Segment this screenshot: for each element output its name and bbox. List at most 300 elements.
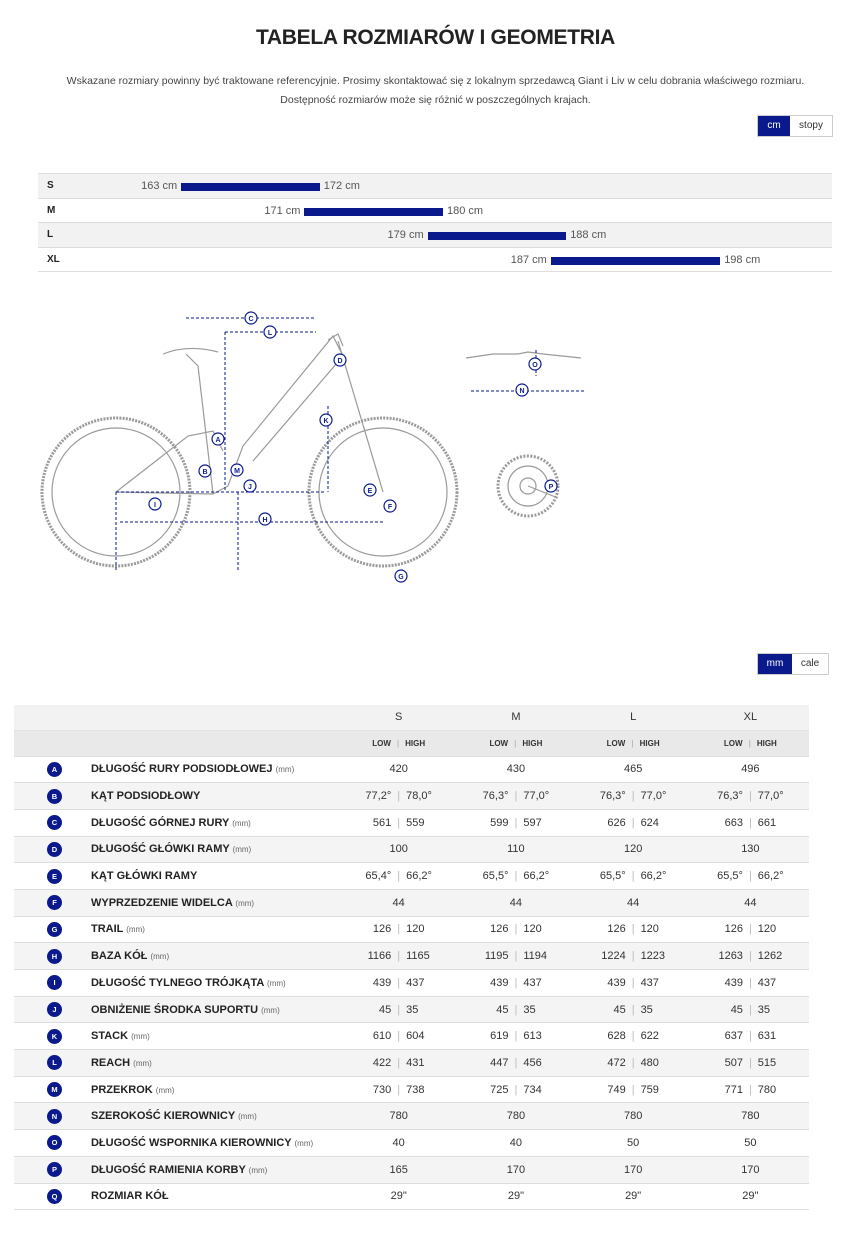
measure-value: 130 (692, 836, 809, 863)
measure-unit: (mm) (150, 952, 170, 962)
measure-value (340, 863, 457, 890)
measure-name: DŁUGOŚĆ GÓRNEJ RURY (90, 816, 230, 829)
measure-value: 40 (457, 1130, 574, 1157)
rider-size-bar (181, 183, 320, 191)
separator: | (631, 976, 635, 989)
low-value: 65,5° (599, 870, 626, 883)
high-value: 66,2° (523, 870, 550, 883)
separator: | (748, 976, 752, 989)
low-value: 447 (490, 1056, 509, 1069)
high-value: 120 (640, 923, 659, 936)
low-value: 422 (372, 1056, 392, 1069)
separator: | (514, 976, 518, 989)
measure-badge: G (47, 922, 62, 937)
measure-unit: (mm) (126, 925, 145, 935)
measure-unit: (mm) (235, 898, 255, 908)
rider-size-bar (304, 208, 443, 216)
measure-value (457, 783, 574, 810)
separator: | (397, 950, 401, 963)
unit-feet-button[interactable]: stopy (790, 116, 832, 136)
measure-value (692, 809, 809, 836)
measure-unit: (mm) (275, 765, 295, 775)
geometry-row (14, 1103, 809, 1130)
separator: | (748, 1003, 752, 1016)
measure-value: 780 (340, 1103, 457, 1130)
rider-size-max: 180 cm (447, 204, 484, 217)
separator: | (514, 790, 518, 803)
measure-value: 40 (340, 1130, 457, 1157)
measure-badge: I (47, 975, 62, 990)
measure-value (575, 809, 692, 836)
separator: | (748, 923, 752, 936)
measure-value: 29" (457, 1183, 574, 1210)
measure-unit: (mm) (238, 1112, 257, 1122)
measure-badge: A (47, 762, 62, 777)
low-value: 626 (607, 816, 626, 829)
measure-value (340, 916, 457, 943)
measure-value (340, 996, 457, 1023)
measure-value (575, 783, 692, 810)
geometry-row (14, 1130, 809, 1157)
measure-value: 170 (457, 1156, 574, 1183)
geometry-row (14, 863, 809, 890)
measure-value: 120 (575, 836, 692, 863)
unit-cm-button[interactable]: cm (758, 116, 790, 136)
diagram-badge-label: I (154, 502, 156, 509)
separator: | (631, 1083, 635, 1096)
measure-badge: Q (47, 1189, 62, 1204)
high-value: 1194 (523, 950, 547, 963)
low-value: 65,4° (365, 870, 392, 883)
high-value: 120 (757, 923, 777, 936)
low-value: 439 (490, 976, 509, 989)
geometry-row (14, 996, 809, 1023)
low-value: 1166 (367, 950, 392, 963)
size-header: M (457, 705, 574, 730)
rider-size-chart (38, 173, 832, 272)
low-high-header (457, 730, 574, 756)
unit-mm-button[interactable]: mm (758, 654, 792, 674)
separator: | (748, 1056, 752, 1069)
measure-value (457, 996, 574, 1023)
high-value: 480 (640, 1056, 659, 1069)
measure-badge: E (47, 869, 62, 884)
low-high-header (340, 730, 457, 756)
geometry-row (14, 916, 809, 943)
measure-value (692, 996, 809, 1023)
high-label: HIGH (522, 738, 543, 748)
measure-value (457, 943, 574, 970)
low-value: 65,5° (717, 870, 743, 883)
size-header: S (340, 705, 457, 730)
low-value: 628 (607, 1030, 626, 1043)
measure-unit: (mm) (248, 1165, 268, 1175)
separator: | (397, 1003, 401, 1016)
measure-value (692, 783, 809, 810)
low-high-header (692, 730, 809, 756)
low-value: 76,3° (482, 790, 509, 803)
low-value: 1195 (484, 950, 509, 963)
high-value: 780 (757, 1083, 777, 1096)
low-value: 439 (372, 976, 392, 989)
high-value: 622 (640, 1030, 659, 1043)
rider-size-max: 172 cm (323, 180, 360, 192)
high-value: 597 (523, 816, 542, 829)
measure-value: 50 (692, 1130, 809, 1157)
separator: | (397, 790, 401, 803)
high-value: 35 (757, 1003, 771, 1016)
measure-value: 780 (457, 1103, 574, 1130)
geometry-row (14, 970, 809, 997)
separator: | (396, 738, 400, 748)
measure-name: DŁUGOŚĆ RAMIENIA KORBY (90, 1163, 246, 1176)
geometry-table (14, 705, 809, 1210)
high-value: 120 (406, 923, 425, 936)
measure-value: 465 (575, 756, 692, 783)
measure-name: ROZMIAR KÓŁ (90, 1190, 169, 1203)
measure-value (575, 1023, 692, 1050)
measure-value (692, 1076, 809, 1103)
measure-value: 780 (692, 1103, 809, 1130)
intro-line-1: Wskazane rozmiary powinny być traktowane referencyjnie. Prosimy skontaktować się z lokalnym sprzedawcą Giant i Liv w celu dobrania właściwego rozmiaru. (66, 75, 805, 87)
measure-name: BAZA KÓŁ (90, 950, 148, 963)
measure-name: KĄT GŁÓWKI RAMY (90, 870, 198, 883)
high-value: 515 (757, 1056, 777, 1069)
measure-value (340, 943, 457, 970)
geometry-row (14, 1023, 809, 1050)
separator: | (631, 1056, 635, 1069)
low-value: 77,2° (365, 790, 392, 803)
measure-value (457, 1076, 574, 1103)
measure-badge: K (47, 1029, 62, 1044)
size-header: XL (692, 705, 809, 730)
diagram-badge-label: E (367, 488, 373, 495)
high-value: 77,0° (523, 790, 550, 803)
measure-badge: C (47, 815, 62, 830)
high-value: 35 (640, 1003, 653, 1016)
high-value: 120 (523, 923, 542, 936)
separator: | (748, 1030, 752, 1043)
measure-value (340, 970, 457, 997)
geometry-row (14, 943, 809, 970)
separator: | (631, 738, 634, 748)
low-value: 439 (607, 976, 626, 989)
rider-unit-toggle (757, 115, 833, 137)
rider-size-row (38, 248, 832, 273)
high-value: 78,0° (406, 790, 432, 803)
low-value: 771 (724, 1083, 743, 1096)
measure-value: 170 (575, 1156, 692, 1183)
measure-value: 29" (340, 1183, 457, 1210)
separator: | (514, 1083, 518, 1096)
high-value: 66,2° (640, 870, 667, 883)
geometry-row (14, 783, 809, 810)
separator: | (748, 790, 752, 803)
high-value: 431 (406, 1056, 425, 1069)
low-value: 507 (724, 1056, 743, 1069)
measure-value: 110 (457, 836, 574, 863)
high-value: 613 (523, 1030, 542, 1043)
measure-value: 430 (457, 756, 574, 783)
measure-value: 100 (340, 836, 457, 863)
high-label: HIGH (405, 738, 426, 748)
diagram-badge-label: H (262, 517, 268, 524)
measure-value (575, 1076, 692, 1103)
measure-name: DŁUGOŚĆ GŁÓWKI RAMY (90, 843, 230, 856)
rider-size-max: 188 cm (570, 229, 607, 241)
low-label: LOW (606, 738, 626, 748)
intro-line-2: Dostępność rozmiarów może się różnić w poszczególnych krajach. (280, 94, 591, 106)
low-value: 76,3° (599, 790, 626, 803)
low-value: 45 (496, 1003, 509, 1016)
high-value: 437 (757, 976, 777, 989)
measure-value (575, 1050, 692, 1077)
low-value: 599 (490, 816, 509, 829)
measure-name: WYPRZEDZENIE WIDELCA (90, 896, 233, 909)
measure-badge: P (47, 1162, 62, 1177)
measure-value (575, 996, 692, 1023)
measure-value (340, 1050, 457, 1077)
measure-value (575, 863, 692, 890)
separator: | (748, 950, 752, 963)
rider-size-label: S (47, 180, 54, 191)
low-value: 619 (490, 1030, 509, 1043)
separator: | (748, 738, 751, 748)
separator: | (514, 1003, 518, 1016)
geometry-row (14, 889, 809, 916)
measure-value (575, 916, 692, 943)
rider-size-min: 187 cm (510, 253, 547, 266)
separator: | (514, 816, 518, 829)
rider-size-label: L (47, 229, 54, 240)
separator: | (631, 1030, 635, 1043)
measure-unit: (mm) (294, 1138, 314, 1148)
high-value: 437 (523, 976, 542, 989)
measure-value (692, 916, 809, 943)
geometry-row (14, 809, 809, 836)
geometry-row (14, 1076, 809, 1103)
high-value: 1262 (757, 950, 783, 963)
low-label: LOW (723, 738, 743, 748)
measure-unit: (mm) (133, 1058, 152, 1068)
measure-value: 170 (692, 1156, 809, 1183)
high-label: HIGH (639, 738, 660, 748)
measure-value (692, 863, 809, 890)
measure-badge: H (47, 949, 62, 964)
measure-value (457, 809, 574, 836)
measure-value: 29" (575, 1183, 692, 1210)
measure-name: DŁUGOŚĆ RURY PODSIODŁOWEJ (90, 763, 273, 776)
geometry-row (14, 1156, 809, 1183)
measure-badge: O (47, 1135, 62, 1150)
high-value: 35 (406, 1003, 419, 1016)
low-high-header-row (14, 730, 809, 756)
low-label: LOW (489, 738, 509, 748)
separator: | (748, 870, 752, 883)
rider-size-label: XL (47, 253, 60, 265)
separator: | (631, 790, 635, 803)
measure-unit: (mm) (267, 978, 286, 988)
measure-value (340, 1023, 457, 1050)
rider-size-row (38, 223, 832, 248)
separator: | (397, 816, 401, 829)
separator: | (631, 1003, 635, 1016)
separator: | (631, 923, 635, 936)
high-value: 624 (640, 816, 659, 829)
measure-name: DŁUGOŚĆ TYLNEGO TRÓJKĄTA (90, 976, 264, 989)
high-value: 66,2° (757, 870, 784, 883)
measure-value: 780 (575, 1103, 692, 1130)
measure-unit: (mm) (232, 845, 252, 855)
rider-size-label: M (47, 204, 56, 216)
low-value: 45 (730, 1003, 743, 1016)
measure-badge: D (47, 842, 62, 857)
page-title: TABELA ROZMIARÓW I GEOMETRIA (255, 26, 616, 49)
diagram-badge-label: K (323, 418, 329, 425)
measure-value (457, 970, 574, 997)
measure-value (457, 916, 574, 943)
rider-size-bar (551, 257, 720, 265)
separator: | (631, 950, 635, 963)
separator: | (397, 870, 401, 883)
low-value: 126 (372, 923, 392, 936)
low-value: 561 (372, 816, 392, 829)
measure-value (457, 1050, 574, 1077)
high-value: 1223 (640, 950, 666, 963)
measure-value: 50 (575, 1130, 692, 1157)
geometry-row (14, 836, 809, 863)
low-value: 1263 (718, 950, 743, 963)
measure-badge: N (47, 1109, 62, 1124)
low-value: 749 (607, 1083, 626, 1096)
low-value: 45 (613, 1003, 626, 1016)
high-value: 77,0° (640, 790, 667, 803)
measure-badge: B (47, 789, 62, 804)
rider-size-bar (428, 232, 567, 240)
measure-value (692, 1023, 809, 1050)
low-value: 45 (378, 1003, 392, 1016)
rider-size-max: 198 cm (724, 253, 761, 266)
separator: | (631, 816, 635, 829)
measure-unit: (mm) (155, 1085, 175, 1095)
low-value: 126 (607, 923, 626, 936)
low-value: 126 (724, 923, 743, 936)
measure-value: 29" (692, 1183, 809, 1210)
measure-unit: (mm) (131, 1032, 150, 1042)
measure-name: STACK (90, 1030, 129, 1043)
rider-size-row (38, 174, 832, 199)
measure-name: SZEROKOŚĆ KIEROWNICY (90, 1110, 236, 1123)
diagram-badge-label: N (519, 388, 525, 395)
separator: | (397, 923, 401, 936)
low-value: 637 (724, 1030, 743, 1043)
high-value: 437 (640, 976, 659, 989)
measure-value: 496 (692, 756, 809, 783)
diagram-badge-label: D (337, 358, 343, 365)
measure-value: 44 (692, 889, 809, 916)
separator: | (514, 1030, 518, 1043)
measure-value (692, 1050, 809, 1077)
high-value: 35 (523, 1003, 536, 1016)
separator: | (514, 923, 518, 936)
separator: | (748, 1083, 752, 1096)
measure-value (340, 783, 457, 810)
rider-size-min: 179 cm (387, 229, 424, 241)
measure-badge: J (47, 1002, 62, 1017)
high-value: 66,2° (406, 870, 432, 883)
measure-name: TRAIL (90, 923, 124, 936)
high-label: HIGH (756, 738, 777, 748)
diagram-badge-label: F (387, 504, 393, 511)
low-value: 439 (724, 976, 743, 989)
measure-name: PRZEKROK (90, 1083, 153, 1096)
measure-value (692, 943, 809, 970)
low-high-header (575, 730, 692, 756)
measure-name: OBNIŻENIE ŚRODKA SUPORTU (90, 1003, 259, 1016)
geometry-row (14, 756, 809, 783)
high-value: 661 (757, 816, 777, 829)
separator: | (397, 1030, 401, 1043)
separator: | (748, 816, 752, 829)
measure-value (575, 943, 692, 970)
measure-badge: L (47, 1055, 62, 1070)
measure-badge: F (47, 895, 62, 910)
size-header-row (14, 705, 809, 730)
rider-size-row (38, 199, 832, 224)
intro-text (0, 72, 841, 110)
separator: | (514, 1056, 518, 1069)
low-value: 76,3° (717, 790, 743, 803)
diagram-badge-label: M (234, 468, 240, 475)
separator: | (397, 976, 401, 989)
measure-name: DŁUGOŚĆ WSPORNIKA KIEROWNICY (90, 1136, 292, 1149)
high-value: 559 (406, 816, 425, 829)
geometry-unit-toggle (757, 653, 829, 675)
measure-badge: M (47, 1082, 62, 1097)
rider-size-min: 171 cm (264, 204, 301, 217)
diagram-badge-label: B (202, 469, 208, 476)
high-value: 738 (406, 1083, 425, 1096)
diagram-badge-label: P (548, 484, 554, 491)
geometry-row (14, 1050, 809, 1077)
high-value: 1165 (406, 950, 430, 963)
measure-value (457, 1023, 574, 1050)
unit-inches-button[interactable]: cale (792, 654, 828, 674)
measure-name: KĄT PODSIODŁOWY (90, 790, 201, 803)
bike-geometry-diagram (38, 296, 598, 596)
diagram-badge-label: G (398, 574, 404, 581)
measure-value: 44 (340, 889, 457, 916)
size-header: L (575, 705, 692, 730)
low-value: 1224 (601, 950, 626, 963)
diagram-badge-label: O (532, 362, 538, 369)
measure-unit: (mm) (261, 1005, 280, 1015)
separator: | (514, 738, 517, 748)
low-label: LOW (372, 738, 391, 748)
diagram-badge-label: A (215, 437, 221, 444)
measure-value (457, 863, 574, 890)
low-value: 65,5° (482, 870, 509, 883)
measure-value (575, 970, 692, 997)
low-value: 730 (372, 1083, 392, 1096)
low-value: 472 (607, 1056, 626, 1069)
measure-value: 420 (340, 756, 457, 783)
measure-value: 44 (575, 889, 692, 916)
separator: | (397, 1056, 401, 1069)
high-value: 631 (757, 1030, 777, 1043)
high-value: 77,0° (757, 790, 784, 803)
measure-unit: (mm) (232, 818, 251, 828)
